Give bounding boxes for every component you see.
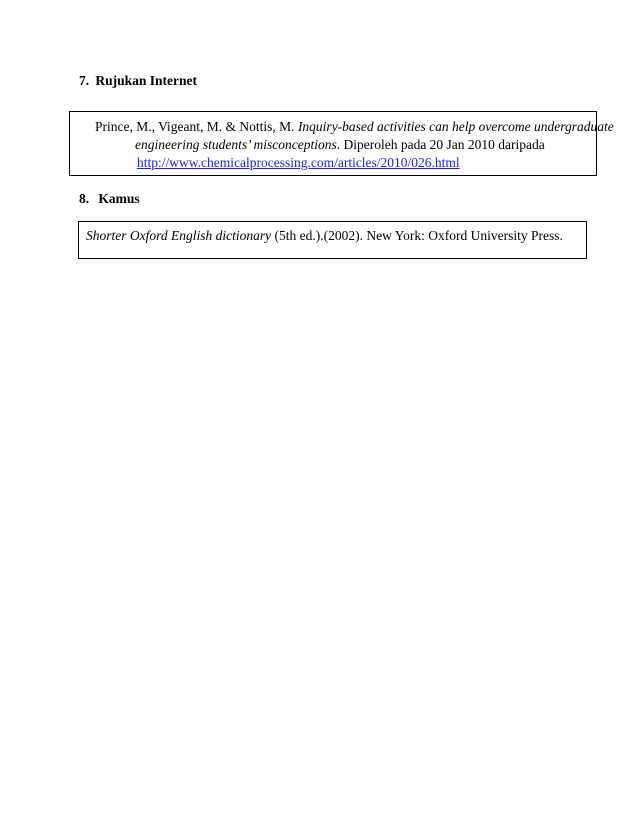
section-title: Kamus <box>98 191 140 206</box>
reference-authors: Prince, M., Vigeant, M. & Nottis, M. <box>95 119 298 134</box>
reference-line-1 <box>86 227 586 245</box>
section-number: 7. <box>79 73 90 88</box>
reference-title-part-1: Inquiry-based activities can help overcome undergraduate <box>297 119 614 134</box>
reference-line-3 <box>95 154 596 172</box>
internet-reference-box <box>69 111 614 176</box>
section-heading-internet <box>79 73 197 89</box>
dictionary-details: (5th ed.).(2002). New York: Oxford University Press. <box>271 228 563 243</box>
reference-title-part-2: engineering students’ misconceptions <box>135 137 337 152</box>
dictionary-reference-box <box>78 221 587 259</box>
section-number: 8. <box>79 191 90 206</box>
reference-retrieved-text: . Diperoleh pada 20 Jan 2010 daripada <box>336 137 545 152</box>
section-heading-kamus <box>79 191 140 207</box>
reference-url-link[interactable]: http://www.chemicalprocessing.com/articles/2010/026.html <box>137 155 460 170</box>
reference-line-1 <box>95 118 614 136</box>
dictionary-title: Shorter Oxford English dictionary <box>86 228 272 243</box>
section-title: Rujukan Internet <box>95 73 198 88</box>
reference-line-2 <box>95 136 596 154</box>
